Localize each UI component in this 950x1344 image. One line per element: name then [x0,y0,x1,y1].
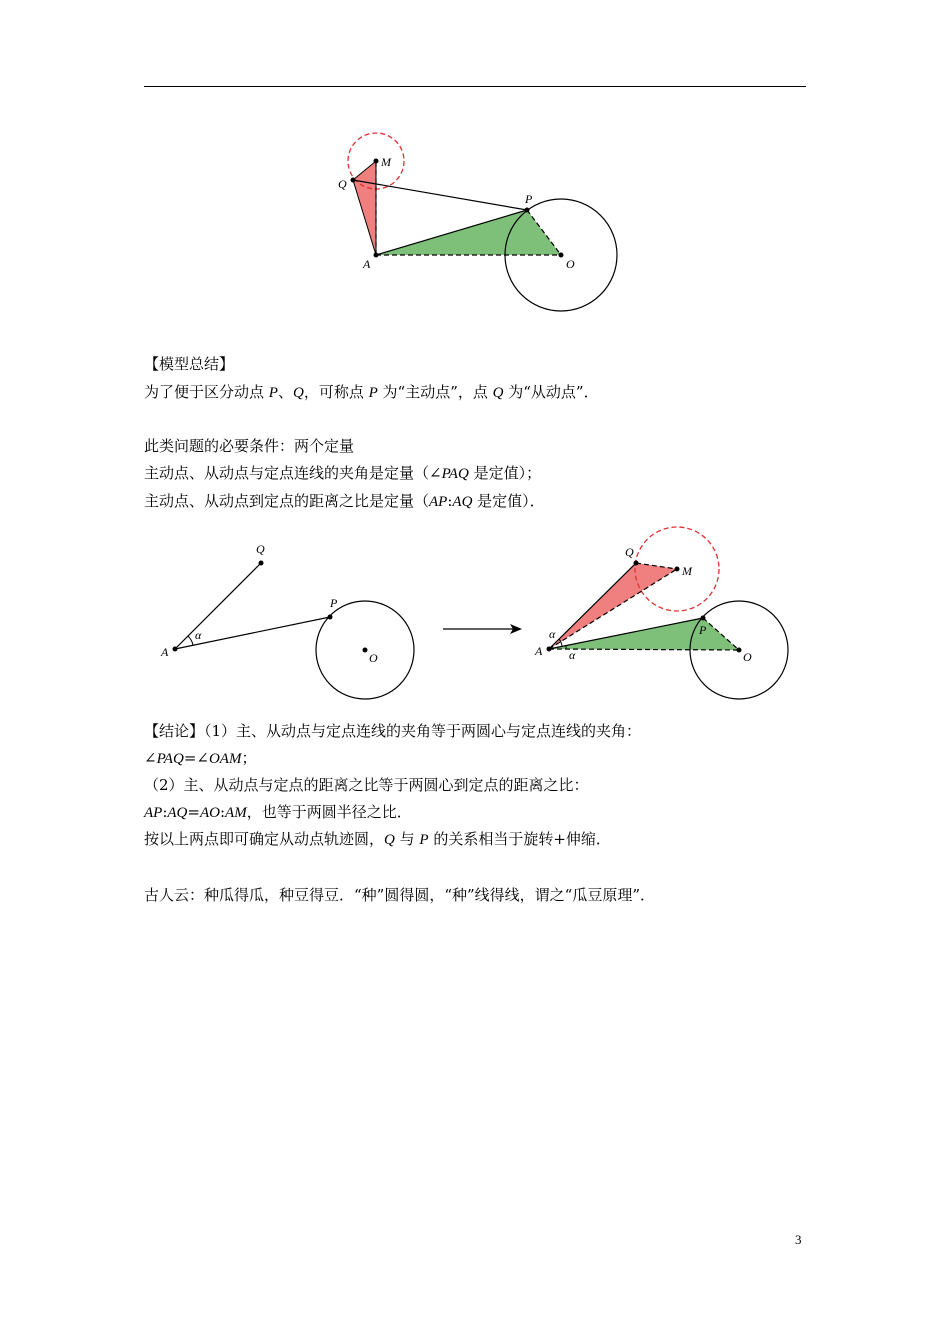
right-label-m: M [682,564,692,578]
label-o: O [566,257,575,271]
condition-2: 主动点、从动点到定点的距离之比是定量（AP:AQ 是定值）． [144,492,545,510]
right-label-a: A [535,644,543,658]
conclusion-line-4: AP:AQ=AO:AM，也等于两圆半径之比． [144,803,412,821]
left-point-p [328,615,333,620]
right-label-q: Q [625,545,634,559]
condition-title: 此类问题的必要条件：两个定量 [144,437,355,455]
left-label-q: Q [256,542,265,556]
conclusion-line-2: ∠PAQ=∠OAM； [144,749,257,767]
summary-line-1: 为了便于区分动点 P、Q，可称点 P 为“主动点”，点 Q 为“从动点”． [144,383,599,401]
condition-1: 主动点、从动点与定点连线的夹角是定量（∠PAQ 是定值）； [144,464,542,482]
page-number: 3 [795,1232,802,1247]
left-point-o [363,648,368,653]
left-point-q [259,561,264,566]
left-segment-aq [175,563,261,649]
conclusion-line-3: （2）主、从动点与定点的距离之比等于两圆心到定点的距离之比： [144,776,589,794]
proverb: 古人云：种瓜得瓜，种豆得豆．“种”圆得圆，“种”线得线，谓之“瓜豆原理”． [144,886,656,904]
right-point-m [675,567,680,572]
figure-2-left [160,542,414,699]
figure-2-right [534,527,788,699]
left-label-alpha: α [195,628,202,642]
label-m: M [381,155,391,169]
right-label-o: O [743,650,752,664]
label-q: Q [338,177,347,191]
label-a: A [363,257,371,271]
left-label-a: A [161,645,169,659]
summary-heading: 【模型总结】 [144,355,235,373]
right-label-p: P [699,623,707,637]
conclusion-line-5: 按以上两点即可确定从动点轨迹圆，Q 与 P 的关系相当于旋转+伸缩． [144,830,611,848]
transform-arrow [443,624,522,634]
left-label-o: O [369,651,378,665]
left-label-p: P [330,596,338,610]
right-label-alpha-1: α [549,627,556,641]
right-point-a [547,647,552,652]
right-label-alpha-2: α [569,648,576,662]
label-p: P [525,192,533,206]
right-point-q [634,561,639,566]
left-angle-arc [188,636,193,645]
left-point-a [173,647,178,652]
right-point-o [737,648,742,653]
conclusion-line-1: 【结论】（1）主、从动点与定点连线的夹角等于两圆心与定点连线的夹角： [144,722,642,740]
right-point-p [701,616,706,621]
